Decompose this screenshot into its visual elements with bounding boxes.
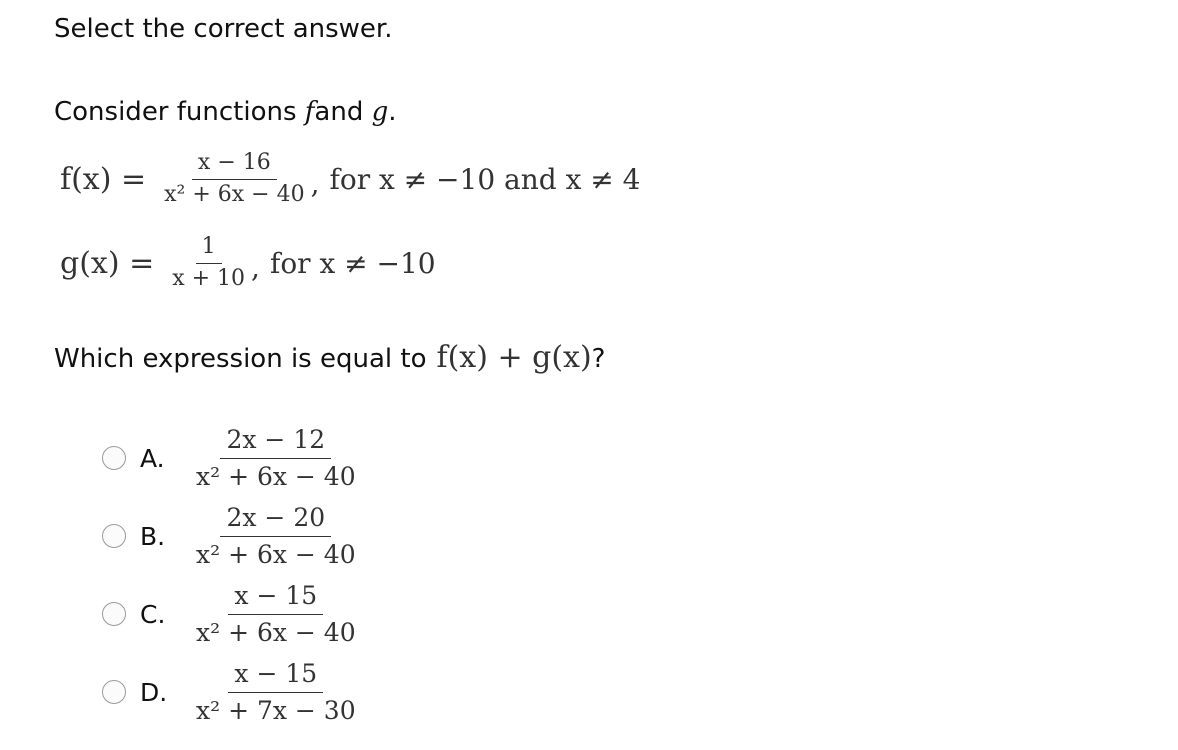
option-b-letter: B. [140, 521, 166, 551]
radio-option-a[interactable] [102, 446, 126, 470]
option-a-denominator: x² + 6x − 40 [196, 462, 356, 491]
option-d-letter: D. [140, 677, 168, 707]
function-f-name: f [304, 97, 315, 127]
f-fraction [158, 152, 310, 206]
f-lhs: f(x) = [60, 161, 147, 197]
option-b-fraction [190, 505, 362, 567]
option-d-numerator: x − 15 [228, 661, 323, 693]
option-c-denominator: x² + 6x − 40 [196, 618, 356, 647]
instruction-text: Select the correct answer. [54, 14, 393, 44]
question-mark: ? [591, 344, 606, 374]
option-d[interactable] [102, 661, 362, 723]
question-text [54, 340, 605, 375]
function-g-name: g [371, 97, 389, 127]
consider-suffix: . [388, 97, 397, 127]
question-expression: f(x) + g(x) [436, 340, 592, 375]
g-numerator: 1 [196, 236, 222, 264]
question-label: Which expression is equal to [54, 344, 427, 374]
radio-option-b[interactable] [102, 524, 126, 548]
option-d-denominator: x² + 7x − 30 [196, 696, 356, 725]
g-definition [60, 236, 436, 290]
option-c-letter: C. [140, 599, 166, 629]
g-condition: for x ≠ −10 [269, 246, 436, 280]
f-condition: for x ≠ −10 and x ≠ 4 [329, 162, 641, 196]
f-numerator: x − 16 [192, 152, 277, 180]
g-denominator: x + 10 [172, 266, 246, 291]
consider-and: and [314, 97, 372, 127]
option-a[interactable] [102, 427, 362, 489]
radio-option-c[interactable] [102, 602, 126, 626]
g-lhs: g(x) = [60, 245, 155, 281]
option-a-numerator: 2x − 12 [220, 427, 331, 459]
g-fraction [166, 236, 251, 290]
option-a-letter: A. [140, 443, 165, 473]
radio-option-d[interactable] [102, 680, 126, 704]
option-d-fraction [190, 661, 362, 723]
f-denominator: x² + 6x − 40 [164, 182, 305, 207]
f-comma: , [310, 167, 320, 200]
option-c[interactable] [102, 583, 362, 645]
option-c-fraction [190, 583, 362, 645]
option-c-numerator: x − 15 [228, 583, 323, 615]
g-comma: , [251, 251, 260, 284]
consider-prefix: Consider functions [54, 97, 305, 127]
option-b[interactable] [102, 505, 362, 567]
f-definition [60, 152, 640, 206]
consider-text [54, 97, 397, 127]
option-b-denominator: x² + 6x − 40 [196, 540, 356, 569]
option-a-fraction [190, 427, 362, 489]
option-b-numerator: 2x − 20 [220, 505, 331, 537]
